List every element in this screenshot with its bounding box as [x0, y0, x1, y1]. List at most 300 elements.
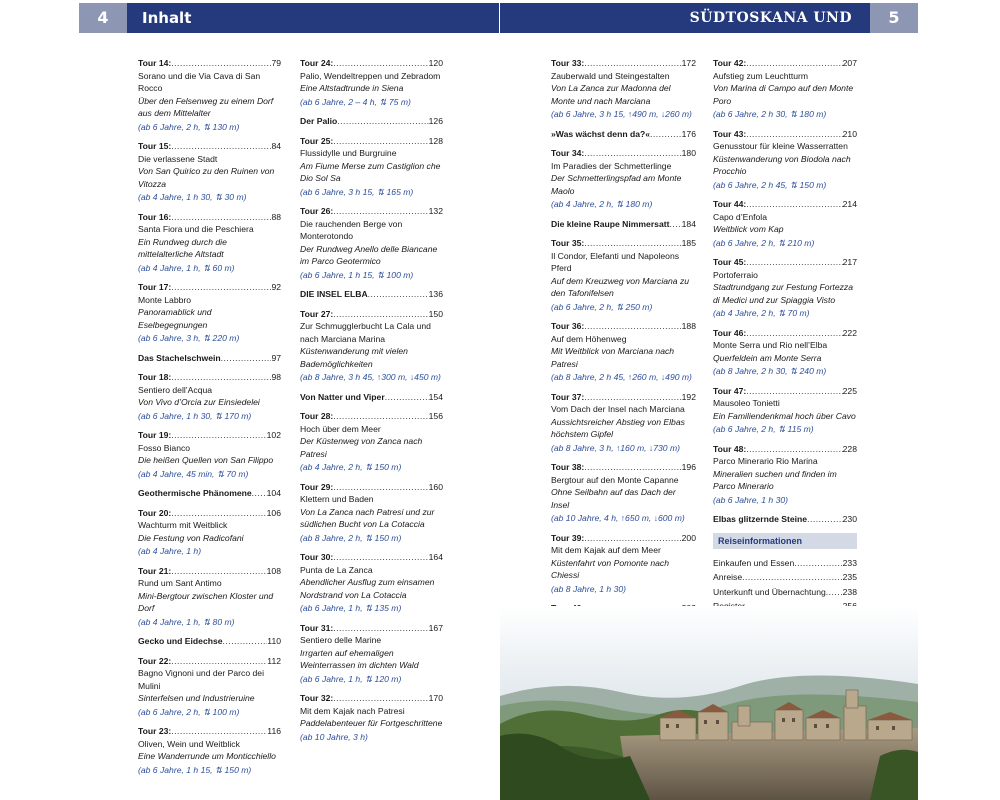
toc-entry-tour-25[interactable]: [300, 135, 443, 199]
toc-entry-description: Der Rundweg Anello delle Biancane im Parco Geotermico: [300, 243, 438, 266]
toc-entry-title: Tour 20:: [138, 507, 172, 518]
toc-entry-subtitle: Im Paradies der Schmetterlinge: [551, 160, 672, 171]
toc-entry-subtitle: Zur Schmugglerbucht La Cala und nach Marciana Marina: [300, 321, 431, 344]
toc-entry-geothermische-ph-nomene[interactable]: [138, 487, 281, 500]
toc-entry-title: Tour 39:: [551, 532, 585, 543]
toc-entry-subtitle: Fosso Bianco: [138, 442, 191, 453]
leader-dots: [333, 551, 428, 564]
leader-dots: [333, 622, 428, 635]
leader-dots: [742, 571, 843, 584]
toc-entry-title-line: [551, 391, 696, 404]
leader-dots: [171, 565, 266, 578]
toc-entry-tour-47[interactable]: [713, 385, 857, 436]
toc-entry-description: Von Vivo d’Orcia zur Einsiedelei: [138, 397, 260, 407]
page-title-left: Inhalt: [142, 9, 192, 27]
toc-entry-title: Tour 44:: [713, 199, 747, 209]
leader-dots: [333, 205, 428, 218]
toc-entry-page: 192: [681, 391, 696, 402]
toc-entry-subtitle: Portoferraio: [713, 269, 758, 280]
toc-entry-description: Paddelabenteuer für Fortgeschrittene: [300, 718, 443, 728]
toc-entry-subtitle: Klettern und Baden: [300, 494, 374, 504]
leader-dots: [746, 327, 842, 340]
toc-entry-description: Die heißen Quellen von San Filippo: [138, 455, 274, 465]
leader-dots: [171, 57, 271, 70]
leader-dots: [333, 692, 428, 705]
toc-entry-details: (ab 4 Jahre, 45 min, ⇅ 70 m): [138, 468, 249, 479]
toc-entry-die-insel-elba[interactable]: [300, 288, 443, 301]
toc-column-1: [138, 57, 281, 783]
toc-entry-title: Das Stachelschwein: [138, 352, 221, 363]
toc-entry-details: (ab 6 Jahre, 1 h, ⇅ 120 m): [300, 673, 402, 684]
toc-entry-title: Tour 46:: [713, 327, 747, 338]
toc-entry-title-line: [300, 205, 443, 218]
toc-entry-subtitle: Punta de La Zanca: [300, 564, 373, 575]
toc-entry-details: (ab 4 Jahre, 2 h, ⇅ 180 m): [551, 199, 653, 209]
toc-entry-title: Elbas glitzernde Steine: [713, 514, 808, 524]
toc-entry-title: Tour 35:: [551, 238, 585, 248]
leader-dots: [746, 385, 842, 398]
toc-entry-description: Auf dem Kreuzweg von Marciana zu den Tafonifelsen: [551, 275, 690, 298]
toc-entry-title-line: [138, 57, 281, 70]
toc-entry-page: 230: [842, 514, 857, 524]
toc-entry-von-natter-und-viper[interactable]: [300, 391, 443, 404]
leader-dots: [584, 320, 681, 333]
toc-entry-details: (ab 6 Jahre, 2 h, ⇅ 115 m): [713, 424, 814, 434]
leader-dots: [650, 128, 682, 141]
toc-entry-description: Von La Zanca zur Madonna del Monte und nach Marciana: [551, 83, 671, 106]
toc-entry-page: 235: [842, 572, 857, 582]
leader-dots: [669, 218, 681, 231]
toc-entry-title: Tour 17:: [138, 282, 172, 292]
toc-entry-subtitle: Parco Minerario Rio Marina: [713, 456, 818, 466]
leader-dots: [171, 140, 271, 153]
toc-entry-title: Tour 29:: [300, 481, 334, 492]
toc-entry-details: (ab 6 Jahre, 2 h, ⇅ 130 m): [138, 121, 240, 132]
toc-entry-details: (ab 4 Jahre, 1 h, ⇅ 80 m): [138, 616, 235, 627]
toc-entry-description: Am Fiume Merse zum Castiglion che Dio Sol Sa: [300, 160, 441, 183]
toc-entry-description: Von San Quirico zu den Ruinen von Vitozza: [138, 166, 275, 189]
toc-entry-page: 210: [842, 128, 857, 139]
toc-entry-details: (ab 6 Jahre, 2 h, ⇅ 210 m): [713, 237, 815, 248]
toc-entry-details: (ab 6 Jahre, 2 – 4 h, ⇅ 75 m): [300, 96, 411, 107]
toc-entry-description: Der Schmetterlingspfad am Monte Maolo: [551, 173, 682, 196]
leader-dots: [171, 281, 271, 294]
toc-entry-tour-20[interactable]: [138, 507, 281, 558]
page-number-right: 5: [870, 3, 918, 33]
toc-entry-title-line: [713, 557, 857, 570]
toc-entry-page: 184: [681, 218, 696, 229]
toc-entry-title-line: [713, 128, 857, 141]
toc-entry-tour-45[interactable]: [713, 256, 857, 320]
toc-entry-description: Panoramablick und Eselbegegnungen: [138, 307, 212, 330]
toc-entry-title-line: [300, 57, 443, 70]
toc-entry-subtitle: Vom Dach der Insel nach Marciana: [551, 404, 685, 414]
toc-entry-page: 238: [842, 586, 857, 597]
toc-entry-page: 104: [266, 488, 281, 498]
toc-entry-description: Sinterfelsen und Industrieruine: [138, 693, 255, 703]
toc-entry-title-line: [300, 115, 443, 128]
toc-entry-details: (ab 4 Jahre, 1 h 30, ⇅ 30 m): [138, 192, 247, 202]
toc-entry-description: Mini-Bergtour zwischen Kloster und Dorf: [138, 590, 274, 613]
toc-entry-details: (ab 8 Jahre, 2 h 30, ⇅ 240 m): [713, 366, 827, 376]
toc-entry-page: 188: [681, 321, 696, 331]
leader-dots: [584, 391, 681, 404]
toc-entry-einkaufen-und-essen[interactable]: [713, 557, 857, 570]
toc-entry-tour-38[interactable]: [551, 461, 696, 525]
toc-entry-subtitle: Sentiero dell’Acqua: [138, 384, 213, 395]
toc-entry-description: Küstenfahrt von Pomonte nach Chiessi: [551, 557, 670, 580]
toc-entry-page: 98: [271, 372, 281, 382]
toc-entry-details: (ab 8 Jahre, 2 h 45, ↑260 m, ↓490 m): [551, 372, 692, 382]
toc-entry-details: (ab 4 Jahre, 2 h, ⇅ 70 m): [713, 308, 810, 318]
toc-entry-subtitle: Il Condor, Elefanti und Napoleons Pferd: [551, 250, 680, 273]
toc-entry-title-line: [300, 288, 443, 301]
toc-entry-subtitle: Palio, Wendeltreppen und Zebradom: [300, 70, 441, 81]
toc-entry-title: Tour 19:: [138, 430, 172, 440]
toc-entry-title: Einkaufen und Essen: [713, 557, 795, 568]
toc-entry-title: Tour 38:: [551, 462, 585, 472]
leader-dots: [746, 443, 842, 456]
leader-dots: [584, 57, 681, 70]
toc-entry-details: (ab 8 Jahre, 3 h 45, ↑300 m, ↓450 m): [300, 372, 441, 382]
toc-entry-description: Von La Zanca nach Patresi und zur südlichen Bucht von La Cotaccia: [300, 506, 435, 529]
toc-entry-title: Tour 24:: [300, 58, 334, 68]
toc-entry-title: Unterkunft und Übernachtung: [713, 586, 826, 597]
leader-dots: [223, 635, 268, 648]
toc-entry-details: (ab 8 Jahre, 2 h, ⇅ 150 m): [300, 532, 402, 543]
toc-entry-title: Tour 15:: [138, 141, 172, 151]
toc-entry-title-line: [713, 443, 857, 456]
reiseinformationen-heading: Reiseinformationen: [713, 533, 857, 549]
leader-dots: [333, 410, 428, 423]
leader-dots: [368, 288, 429, 301]
leader-dots: [584, 147, 681, 160]
toc-entry-title-line: [713, 586, 857, 599]
leader-dots: [221, 352, 272, 365]
toc-entry-title-line: [300, 692, 443, 705]
toc-entry-subtitle: Monte Labbro: [138, 294, 192, 305]
toc-entry-page: 214: [842, 199, 857, 209]
toc-entry-tour-34[interactable]: [551, 147, 696, 211]
toc-entry-subtitle: Die rauchenden Berge von Monterotondo: [300, 218, 403, 241]
toc-entry-page: 225: [842, 385, 857, 396]
leader-dots: [794, 557, 842, 570]
toc-entry-title-line: [300, 551, 443, 564]
toc-entry-details: (ab 10 Jahre, 4 h, ↑650 m, ↓600 m): [551, 513, 685, 523]
toc-entry-title-line: [138, 352, 281, 365]
toc-entry-details: (ab 6 Jahre, 1 h 30): [713, 494, 789, 505]
toc-entry-subtitle: Oliven, Wein und Weitblick: [138, 738, 240, 749]
toc-entry-page: 222: [842, 327, 857, 338]
toc-entry-page: 200: [681, 532, 696, 543]
toc-entry-tour-48[interactable]: [713, 443, 857, 507]
toc-entry-page: 233: [842, 557, 857, 568]
toc-entry-title-line: [551, 461, 696, 474]
toc-entry-title: Tour 43:: [713, 128, 747, 139]
toc-entry-title-line: [551, 57, 696, 70]
toc-entry-title-line: [300, 410, 443, 423]
toc-entry-tour-24[interactable]: [300, 57, 443, 108]
toc-entry-page: 106: [266, 507, 281, 518]
leader-dots: [385, 391, 429, 404]
toc-entry-tour-35[interactable]: [551, 237, 696, 313]
toc-entry-details: (ab 6 Jahre, 2 h 45, ⇅ 150 m): [713, 179, 827, 190]
toc-entry-title-line: [713, 513, 857, 526]
toc-entry-details: (ab 6 Jahre, 3 h 15, ↑490 m, ↓260 m): [551, 109, 692, 119]
toc-entry-unterkunft-und-bernachtung[interactable]: [713, 586, 857, 599]
toc-entry-details: (ab 6 Jahre, 1 h 15, ⇅ 150 m): [138, 764, 252, 775]
toc-entry-subtitle: Die verlassene Stadt: [138, 153, 218, 164]
toc-entry-title-line: [138, 565, 281, 578]
toc-entry-title: Anreise: [713, 572, 743, 582]
toc-entry-description: Querfeldein am Monte Serra: [713, 352, 822, 363]
toc-entry-subtitle: Capo d’Enfola: [713, 211, 767, 222]
toc-entry-title: Tour 14:: [138, 58, 172, 68]
leader-dots: [171, 507, 266, 520]
toc-entry-subtitle: Zauberwald und Steingestalten: [551, 70, 670, 81]
toc-entry-description: Von Marina di Campo auf den Monte Poro: [713, 83, 854, 106]
toc-entry-tour-42[interactable]: [713, 57, 857, 121]
toc-entry-subtitle: Monte Serra und Rio nell’Elba: [713, 340, 828, 350]
toc-entry-title: Gecko und Eidechse: [138, 636, 223, 646]
toc-entry-subtitle: Rund um Sant Antimo: [138, 578, 222, 588]
toc-entry-title-line: [138, 725, 281, 738]
toc-entry-was-w-chst-denn-da[interactable]: [551, 128, 696, 141]
toc-entry-page: 102: [266, 430, 281, 440]
leader-dots: [826, 586, 843, 599]
toc-entry-page: 185: [681, 238, 696, 248]
toc-entry-tour-29[interactable]: [300, 481, 443, 545]
toc-entry-tour-17[interactable]: [138, 281, 281, 345]
toc-entry-details: (ab 10 Jahre, 3 h): [300, 731, 368, 742]
toc-entry-title: Tour 26:: [300, 206, 334, 216]
toc-entry-subtitle: Sentiero delle Marine: [300, 635, 382, 645]
toc-entry-page: 84: [271, 141, 281, 151]
leader-dots: [171, 211, 271, 224]
toc-entry-details: (ab 4 Jahre, 2 h, ⇅ 150 m): [300, 462, 402, 472]
toc-entry-details: (ab 4 Jahre, 1 h): [138, 546, 202, 556]
toc-entry-tour-33[interactable]: [551, 57, 696, 121]
toc-entry-title: Tour 48:: [713, 443, 747, 454]
toc-entry-title: Tour 28:: [300, 411, 334, 421]
toc-entry-tour-18[interactable]: [138, 371, 281, 422]
toc-entry-description: Ein Rundweg durch die mittelalterliche Altstadt: [138, 236, 227, 259]
toc-entry-title: Tour 34:: [551, 148, 585, 158]
toc-entry-subtitle: Flussidylle und Burgruine: [300, 148, 397, 158]
page-title-right: SÜDTOSKANA UND ELBA: [689, 10, 852, 56]
leader-dots: [333, 57, 428, 70]
leader-dots: [333, 135, 428, 148]
toc-entry-subtitle: Sorano und die Via Cava di San Rocco: [138, 70, 261, 93]
toc-entry-description: Ein Familiendenkmal hoch über Cavo: [713, 410, 856, 421]
toc-entry-title-line: [138, 655, 281, 668]
toc-entry-description: Weitblick vom Kap: [713, 224, 784, 234]
leader-dots: [584, 461, 681, 474]
toc-entry-title: Tour 22:: [138, 655, 172, 666]
toc-entry-tour-19[interactable]: [138, 429, 281, 480]
toc-entry-tour-30[interactable]: [300, 551, 443, 615]
toc-entry-tour-32[interactable]: [300, 692, 443, 743]
toc-entry-title: Tour 36:: [551, 321, 585, 331]
toc-entry-title-line: [300, 135, 443, 148]
toc-entry-page: 164: [428, 552, 443, 562]
toc-entry-title: Tour 16:: [138, 211, 172, 222]
toc-entry-tour-16[interactable]: [138, 211, 281, 275]
toc-entry-page: 176: [681, 128, 696, 139]
toc-entry-description: Eine Wanderrunde um Monticchiello: [138, 751, 276, 761]
toc-entry-title: Tour 30:: [300, 552, 334, 562]
toc-entry-page: 180: [681, 148, 696, 158]
toc-entry-das-stachelschwein[interactable]: [138, 352, 281, 365]
toc-entry-subtitle: Mit dem Kajak auf dem Meer: [551, 545, 661, 555]
toc-entry-title-line: [138, 140, 281, 153]
toc-entry-details: (ab 6 Jahre, 3 h, ⇅ 220 m): [138, 333, 240, 343]
leader-dots: [171, 655, 267, 668]
toc-column-4-entries: [713, 57, 857, 526]
toc-entry-page: 150: [428, 308, 443, 319]
toc-entry-title-line: [713, 198, 857, 211]
toc-entry-der-palio[interactable]: [300, 115, 443, 128]
toc-entry-title: Tour 18:: [138, 372, 172, 382]
toc-entry-description: Der Küstenweg von Zanca nach Patresi: [300, 436, 423, 459]
toc-entry-description: Ohne Seilbahn auf das Dach der Insel: [551, 487, 676, 510]
toc-entry-page: 112: [267, 655, 281, 666]
toc-entry-title-line: [713, 571, 857, 584]
toc-entry-tour-37[interactable]: [551, 391, 696, 455]
toc-entry-title-line: [551, 237, 696, 250]
toc-entry-description: Stadtrundgang zur Festung Fortezza di Medici und zur Spiaggia Visto: [713, 282, 853, 305]
toc-entry-page: 110: [267, 636, 281, 646]
toc-entry-title: Tour 47:: [713, 385, 747, 396]
toc-entry-page: 88: [271, 211, 281, 222]
toc-entry-title: Tour 45:: [713, 257, 747, 267]
toc-entry-details: (ab 6 Jahre, 1 h, ⇅ 135 m): [300, 603, 402, 613]
toc-entry-tour-44[interactable]: [713, 198, 857, 249]
toc-entry-title: Tour 42:: [713, 58, 747, 68]
toc-entry-title-line: [713, 256, 857, 269]
leader-dots: [746, 256, 842, 269]
leader-dots: [746, 128, 842, 141]
toc-entry-title: Tour 37:: [551, 391, 585, 402]
toc-entry-details: (ab 6 Jahre, 2 h, ⇅ 100 m): [138, 706, 240, 717]
toc-entry-tour-21[interactable]: [138, 565, 281, 629]
leader-dots: [252, 487, 267, 500]
toc-entry-title-line: [138, 635, 281, 648]
toc-entry-subtitle: Mit dem Kajak nach Patresi: [300, 705, 405, 716]
toc-entry-title-line: [551, 320, 696, 333]
toc-entry-tour-22[interactable]: [138, 655, 281, 719]
toc-entry-title-line: [713, 385, 857, 398]
toc-entry-title: »Was wächst denn da?«: [551, 128, 651, 139]
toc-entry-title: Geothermische Phänomene: [138, 488, 252, 498]
toc-entry-subtitle: Genusstour für kleine Wasserratten: [713, 141, 848, 151]
leader-dots: [746, 198, 842, 211]
toc-entry-title: Tour 33:: [551, 58, 585, 68]
toc-entry-title: Tour 32:: [300, 693, 334, 703]
toc-entry-tour-36[interactable]: [551, 320, 696, 384]
toc-entry-tour-15[interactable]: [138, 140, 281, 204]
toc-entry-details: (ab 4 Jahre, 1 h, ⇅ 60 m): [138, 262, 235, 273]
toc-entry-title-line: [138, 371, 281, 384]
toc-entry-page: 136: [428, 289, 443, 299]
toc-entry-details: (ab 8 Jahre, 3 h, ↑160 m, ↓730 m): [551, 442, 680, 453]
toc-entry-title-line: [551, 128, 696, 141]
leader-dots: [584, 532, 681, 545]
toc-entry-tour-23[interactable]: [138, 725, 281, 776]
toc-entry-tour-26[interactable]: [300, 205, 443, 281]
toc-entry-tour-46[interactable]: [713, 327, 857, 378]
toc-entry-anreise[interactable]: [713, 571, 857, 584]
leader-dots: [333, 308, 428, 321]
toc-entry-page: 116: [267, 726, 281, 736]
toc-entry-title: Tour 27:: [300, 308, 334, 319]
toc-entry-title-line: [300, 391, 443, 404]
toc-entry-tour-14[interactable]: [138, 57, 281, 133]
toc-entry-tour-28[interactable]: [300, 410, 443, 474]
toc-entry-title-line: [713, 57, 857, 70]
leader-dots: [171, 429, 266, 442]
toc-entry-description: Über den Felsenweg zu einem Dorf aus dem Mittelalter: [138, 95, 274, 118]
toc-entry-title: Die kleine Raupe Nimmersatt: [551, 218, 670, 229]
toc-entry-title-line: [551, 147, 696, 160]
toc-entry-tour-43[interactable]: [713, 128, 857, 192]
toc-entry-page: 108: [266, 565, 281, 576]
toc-entry-title: Tour 25:: [300, 135, 334, 146]
toc-entry-title-line: [300, 308, 443, 321]
toc-entry-details: (ab 6 Jahre, 1 h 30, ⇅ 170 m): [138, 410, 252, 421]
toc-entry-title: DIE INSEL ELBA: [300, 289, 368, 299]
toc-entry-title-line: [713, 327, 857, 340]
toc-entry-tour-27[interactable]: [300, 308, 443, 384]
toc-entry-description: Die Festung von Radicofani: [138, 532, 244, 543]
toc-entry-die-kleine-raupe-nimmersatt[interactable]: [551, 218, 696, 231]
toc-entry-details: (ab 8 Jahre, 1 h 30): [551, 583, 627, 594]
toc-entry-page: 170: [428, 693, 443, 703]
toc-entry-page: 132: [428, 206, 443, 216]
toc-entry-title: Von Natter und Viper: [300, 391, 385, 402]
leader-dots: [807, 513, 843, 526]
toc-entry-title-line: [138, 281, 281, 294]
toc-entry-description: Aussichtsreicher Abstieg von Elbas höchstem Gipfel: [551, 416, 685, 439]
page-number-left: 4: [79, 3, 127, 33]
toc-entry-tour-31[interactable]: [300, 622, 443, 686]
toc-entry-tour-39[interactable]: [551, 532, 696, 596]
leader-dots: [333, 481, 428, 494]
toc-entry-gecko-und-eidechse[interactable]: [138, 635, 281, 648]
toc-entry-page: 207: [842, 58, 857, 68]
toc-entry-title-line: [138, 211, 281, 224]
toc-entry-subtitle: Aufstieg zum Leuchtturm: [713, 70, 809, 81]
toc-entry-title: Tour 31:: [300, 622, 334, 633]
toc-entry-subtitle: Santa Fiora und die Peschiera: [138, 224, 254, 234]
leader-dots: [746, 57, 842, 70]
toc-entry-description: Mit Weitblick von Marciana nach Patresi: [551, 346, 675, 369]
toc-entry-description: Küstenwanderung von Biodola nach Procchio: [713, 153, 851, 176]
toc-entry-details: (ab 6 Jahre, 2 h 30, ⇅ 180 m): [713, 109, 827, 119]
toc-entry-details: (ab 6 Jahre, 3 h 15, ⇅ 165 m): [300, 186, 414, 197]
toc-entry-page: 156: [428, 411, 443, 421]
toc-entry-description: Eine Altstadtrunde in Siena: [300, 83, 404, 93]
toc-entry-page: 126: [428, 116, 443, 126]
toc-entry-subtitle: Mausoleo Tonietti: [713, 398, 780, 408]
toc-entry-page: 167: [428, 622, 443, 633]
toc-entry-description: Abendlicher Ausflug zum einsamen Nordstrand von La Cotaccia: [300, 577, 435, 600]
toc-entry-elbas-glitzernde-steine[interactable]: [713, 513, 857, 526]
toc-entry-page: 160: [428, 481, 443, 492]
toc-entry-page: 79: [271, 58, 281, 68]
toc-entry-details: (ab 6 Jahre, 2 h, ⇅ 250 m): [551, 301, 653, 312]
toc-entry-subtitle: Hoch über dem Meer: [300, 423, 381, 434]
